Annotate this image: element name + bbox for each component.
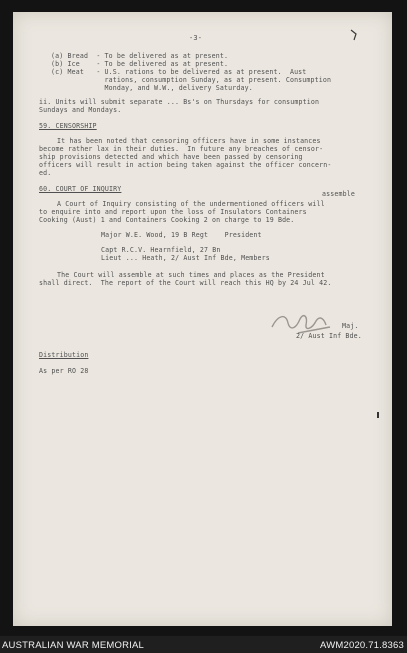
- footer-institution: AUSTRALIAN WAR MEMORIAL: [2, 640, 145, 651]
- distribution-value: As per RO 28: [39, 367, 89, 375]
- signature-unit: 2/ Aust Inf Bde.: [296, 332, 362, 340]
- corner-pencil-mark: [349, 28, 359, 42]
- footer-accession-number: AWM2020.71.8363: [320, 640, 404, 651]
- archive-footer: [0, 636, 407, 653]
- document-page: [13, 12, 392, 626]
- signature-rank: Maj.: [342, 322, 359, 330]
- court-member-president: Major W.E. Wood, 19 B Regt President: [101, 231, 262, 239]
- section-60-closing-2: shall direct. The report of the Court will reach this HQ by 24 Jul 42.: [39, 279, 332, 287]
- section-59-line-5: ed.: [39, 169, 52, 177]
- page-number: -3-: [189, 34, 203, 42]
- court-member-1: Capt R.C.V. Hearnfield, 27 Bn: [101, 246, 221, 254]
- section-60-closing-1: The Court will assemble at such times and places as the President: [57, 271, 325, 279]
- distribution-heading: Distribution: [39, 351, 89, 359]
- section-59-line-3: ship provisions detected and which have been passed by censoring: [39, 153, 303, 161]
- section-60-line-1: A Court of Inquiry consisting of the undermentioned officers will: [57, 200, 325, 208]
- rations-line-b: (b) Ice - To be delivered as at present.: [51, 60, 229, 68]
- section-60-assemble-note: assemble: [322, 190, 355, 198]
- rations-line-c-cont1: rations, consumption Sunday, as at present. Consumption: [51, 76, 332, 84]
- section-60-heading: 60. COURT OF INQUIRY: [39, 185, 122, 193]
- rations-line-c: (c) Meat - U.S. rations to be delivered as at present. Aust: [51, 68, 307, 76]
- margin-mark: [377, 412, 379, 418]
- court-member-2: Lieut ... Heath, 2/ Aust Inf Bde, Members: [101, 254, 270, 262]
- section-59-line-1: It has been noted that censoring officers have in some instances: [57, 137, 321, 145]
- section-60-line-3: Cooking (Aust) 1 and Containers Cooking 2 on charge to 19 Bde.: [39, 216, 295, 224]
- section-59-heading: 59. CENSORSHIP: [39, 122, 97, 130]
- section-59-line-2: become rather lax in their duties. In future any breaches of censor-: [39, 145, 324, 153]
- rations-line-a: (a) Bread - To be delivered as at present.: [51, 52, 229, 60]
- section-60-line-2: to enquire into and report upon the loss of Insulators Containers: [39, 208, 307, 216]
- para-ii-line-2: Sundays and Mondays.: [39, 106, 122, 114]
- para-ii-line-1: ii. Units will submit separate ... Bs's on Thursdays for consumption: [39, 98, 320, 106]
- rations-line-c-cont2: Monday, and W.W., delivery Saturday.: [51, 84, 253, 92]
- section-59-line-4: officers will result in action being taken against the officer concern-: [39, 161, 332, 169]
